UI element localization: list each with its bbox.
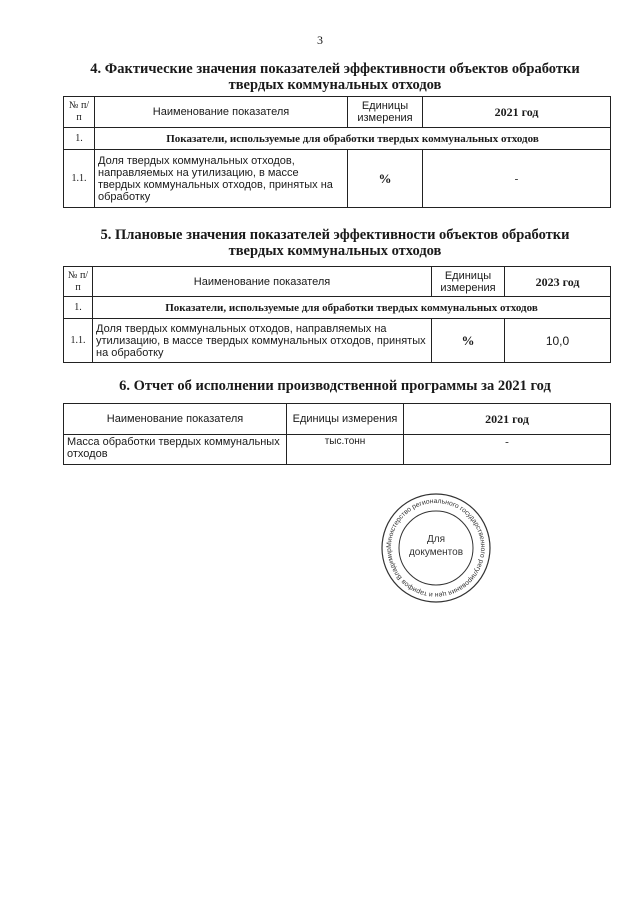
table-header-row — [64, 404, 611, 435]
group-label: Показатели, используемые для обработки твердых коммунальных отходов — [95, 128, 611, 150]
row-unit: % — [348, 150, 423, 208]
stamp-center-line1: Для — [426, 534, 446, 545]
stamp-seal — [380, 492, 492, 604]
section4-title-line1: 4. Фактические значения показателей эффективности объектов обработки — [90, 61, 580, 77]
group-label: Показатели, используемые для обработки твердых коммунальных отходов — [93, 297, 611, 319]
group-num: 1. — [64, 128, 95, 150]
col-year-header: 2021 год — [423, 97, 611, 128]
col-unit-header: Единицы измерения — [348, 97, 423, 128]
col-name-header: Наименование показателя — [95, 97, 348, 128]
table-header-row — [64, 267, 611, 297]
col-num-header: № п/п — [64, 97, 95, 128]
row-value: 10,0 — [505, 319, 611, 363]
stamp-center-line2: документов — [408, 547, 464, 558]
section5-table — [63, 266, 611, 363]
table-row — [64, 150, 611, 208]
row-unit: тыс.тонн — [287, 435, 404, 465]
col-year-header: 2021 год — [404, 404, 611, 435]
row-unit: % — [432, 319, 505, 363]
col-unit-header: Единицы измерения — [432, 267, 505, 297]
row-value: - — [423, 150, 611, 208]
col-unit-header: Единицы измерения — [287, 404, 404, 435]
section5-title-line1: 5. Плановые значения показателей эффективности объектов обработки — [100, 227, 570, 243]
col-name-header: Наименование показателя — [64, 404, 287, 435]
table-row — [64, 319, 611, 363]
page-number: 3 — [317, 33, 323, 47]
table-row — [64, 435, 611, 465]
col-year-header: 2023 год — [505, 267, 611, 297]
section6-table — [63, 403, 611, 465]
table-header-row — [64, 97, 611, 128]
row-name: Масса обработки твердых коммунальных отходов — [64, 435, 287, 465]
table-group-row — [64, 297, 611, 319]
section4-title-line2: твердых коммунальных отходов — [228, 77, 442, 93]
row-name: Доля твердых коммунальных отходов, направляемых на утилизацию, в массе твердых коммунальных отходов, принятых на обработку — [93, 319, 432, 363]
row-num: 1.1. — [64, 319, 93, 363]
section5-title — [60, 227, 610, 259]
row-name: Доля твердых коммунальных отходов, направляемых на утилизацию, в массе твердых коммунальных отходов, принятых на обработку — [95, 150, 348, 208]
row-num: 1.1. — [64, 150, 95, 208]
col-name-header: Наименование показателя — [93, 267, 432, 297]
row-value: - — [404, 435, 611, 465]
section6-title: 6. Отчет об исполнении производственной программы за 2021 год — [119, 378, 551, 394]
table-group-row — [64, 128, 611, 150]
stamp-ring-text: Министерство регионального государственного регулирования цен и тарифов Владимир — [385, 497, 487, 599]
col-num-header: № п/п — [64, 267, 93, 297]
group-num: 1. — [64, 297, 93, 319]
section5-title-line2: твердых коммунальных отходов — [228, 243, 442, 259]
section4-title — [60, 61, 610, 93]
section4-table — [63, 96, 611, 208]
